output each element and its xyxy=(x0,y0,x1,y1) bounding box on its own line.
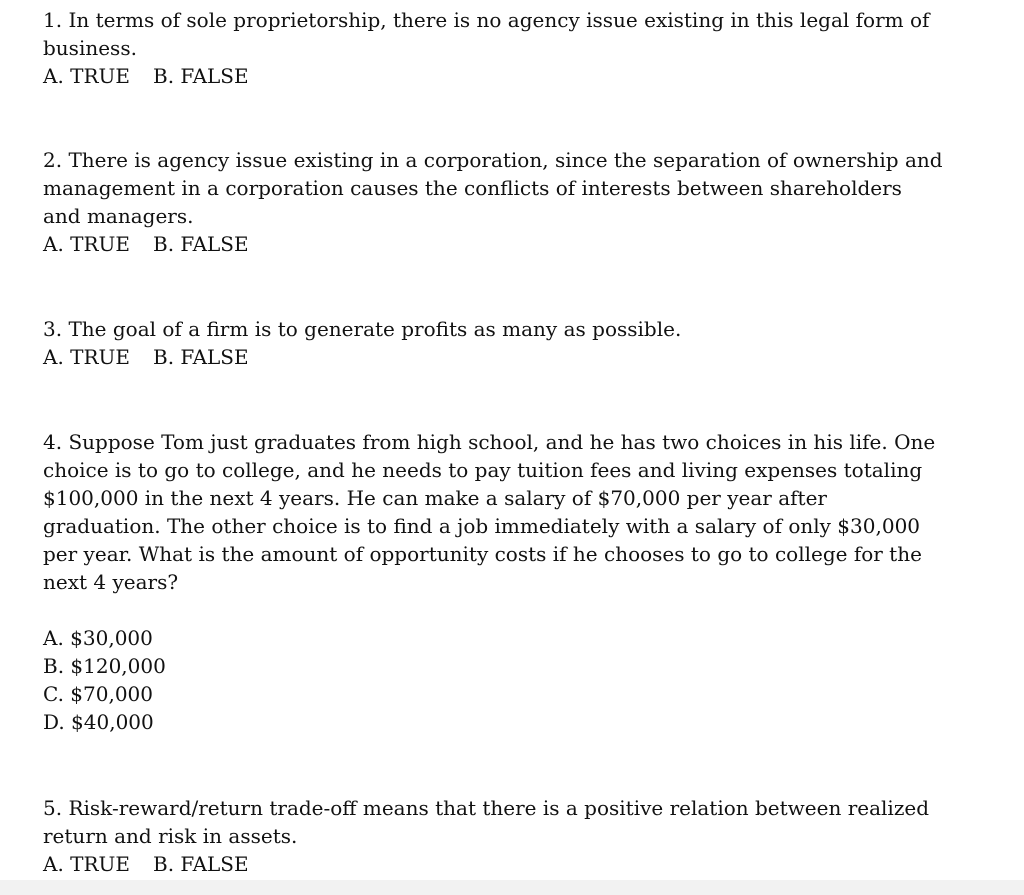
question-5-number: 5. xyxy=(43,796,63,820)
question-3-stem xyxy=(43,315,943,343)
question-2-stem xyxy=(43,146,943,230)
question-4-option-b: B. $120,000 xyxy=(43,654,166,678)
question-5-text: Risk-reward/return trade-off means that there is a positive relation between realized return and risk in assets. xyxy=(43,796,929,848)
question-2-options xyxy=(43,230,943,258)
question-4-option-c: C. $70,000 xyxy=(43,682,154,706)
question-2-text: There is agency issue existing in a corporation, since the separation of ownership and management in a corporation causes the conflicts of interests between shareholders and managers. xyxy=(43,148,943,228)
question-1-option-b: B. FALSE xyxy=(153,64,249,88)
question-4 xyxy=(43,428,943,736)
page-bottom-band xyxy=(0,880,1024,895)
question-1 xyxy=(43,6,943,90)
question-3-option-b: B. FALSE xyxy=(153,345,249,369)
question-1-text: In terms of sole proprietorship, there is no agency issue existing in this legal form of business. xyxy=(43,8,930,60)
question-4-number: 4. xyxy=(43,430,63,454)
question-2-option-a: A. TRUE xyxy=(43,232,131,256)
question-5 xyxy=(43,794,943,878)
question-1-stem xyxy=(43,6,943,62)
question-3-number: 3. xyxy=(43,317,63,341)
question-1-options xyxy=(43,62,943,90)
question-4-stem xyxy=(43,428,943,596)
question-1-number: 1. xyxy=(43,8,63,32)
question-3-options xyxy=(43,343,943,371)
question-5-stem xyxy=(43,794,943,850)
question-5-options xyxy=(43,850,943,878)
question-4-options xyxy=(43,624,943,736)
question-1-option-a: A. TRUE xyxy=(43,64,131,88)
question-2-option-b: B. FALSE xyxy=(153,232,249,256)
question-4-text: Suppose Tom just graduates from high school, and he has two choices in his life. One choice is to go to college, and he needs to pay tuition fees and living expenses totaling $100,000 in the next 4 years. He can make a salary of $70,000 per year after graduation. The other choice is to find a job immediately with a salary of only $30,000 per year. What is the amount of opportunity costs if he chooses to go to college for the next 4 years? xyxy=(43,430,936,594)
question-4-option-d: D. $40,000 xyxy=(43,710,154,734)
question-4-option-a: A. $30,000 xyxy=(43,626,153,650)
question-2 xyxy=(43,146,943,258)
question-2-number: 2. xyxy=(43,148,63,172)
question-5-option-a: A. TRUE xyxy=(43,852,131,876)
question-3 xyxy=(43,315,943,371)
question-3-text: The goal of a firm is to generate profits as many as possible. xyxy=(68,317,682,341)
question-5-option-b: B. FALSE xyxy=(153,852,249,876)
question-3-option-a: A. TRUE xyxy=(43,345,131,369)
